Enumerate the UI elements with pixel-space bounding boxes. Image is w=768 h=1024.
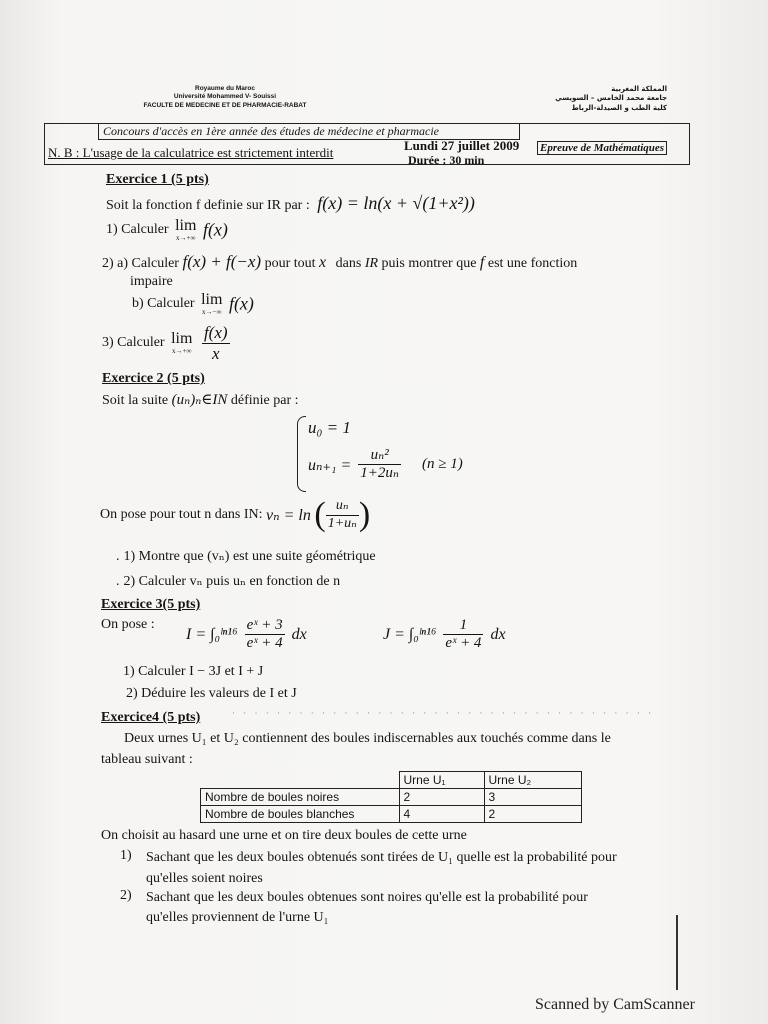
table-cell-label: Nombre de boules blanches <box>201 806 400 823</box>
fraction-denominator: eˣ + 4 <box>246 635 283 652</box>
exercise-3-title: Exercice 3(5 pts) <box>101 597 201 612</box>
integral-J <box>383 617 506 661</box>
limit-plus-infinity <box>171 331 192 355</box>
exercise-4-q1-line1: Sachant que les deux boules obtenués sont tirées de U₁ quelle est la probabilité pour <box>146 850 617 865</box>
exercise-2-intro <box>102 390 299 409</box>
fraction-denominator: 1+uₙ <box>327 515 357 531</box>
header-arabic-line3: كلية الطب و الصيدلة-الرباط <box>571 103 667 112</box>
recurrence-condition: (n ≥ 1) <box>422 456 463 473</box>
integral-I-left: I = ∫₀ˡⁿ¹⁶ <box>186 625 238 643</box>
fraction-numerator: eˣ + 3 <box>245 617 285 635</box>
table-cell-value: 3 <box>484 789 581 806</box>
exercise-1-question-2a <box>102 252 577 272</box>
table-cell-value: 2 <box>399 789 484 806</box>
ex2-q1-text: 1) Montre que (vₙ) est une suite géométrique <box>123 549 376 564</box>
fraction-numerator: 1 <box>443 617 483 635</box>
contest-title: Concours d'accès en 1ère année des études de médecine et pharmacie <box>103 124 440 138</box>
q1-label: 1) Calculer <box>106 222 169 237</box>
bullet-dot: . <box>116 574 120 589</box>
q2b-expression: f(x) <box>228 293 254 314</box>
exercise-1-question-1 <box>106 218 228 244</box>
header-country: Royaume du Maroc <box>195 85 255 92</box>
header-faculty: FACULTE DE MEDECINE ET DE PHARMACIE-RABAT <box>143 101 307 109</box>
lim-sub: x→+∞ <box>176 234 196 242</box>
system-brace <box>297 416 306 492</box>
q3-fraction <box>202 323 230 363</box>
q2a-in: dans <box>335 256 362 271</box>
header-arabic-line2: جامعة محمد الخامس – السويسي <box>555 94 667 103</box>
integral-dx: dx <box>291 625 307 643</box>
exercise-4-q2-line2: qu'elles proviennent de l'urne U₁ <box>146 910 329 925</box>
q2a-end: est une fonction <box>487 256 578 271</box>
exercise-1-impaire: impaire <box>130 274 173 289</box>
vn-paren-left: ( <box>314 496 326 533</box>
q2a-mid: pour tout <box>264 256 316 271</box>
header-university: Université Mohammed V- Souissi <box>173 93 277 101</box>
table-cell-label: Nombre de boules noires <box>201 789 400 806</box>
vn-paren-right: ) <box>358 496 371 533</box>
exercise-2-question-1 <box>116 548 376 565</box>
integral-J-fraction <box>443 617 483 653</box>
integral-dx: dx <box>490 625 506 643</box>
bullet-dot: . <box>116 549 120 564</box>
margin-pen-line <box>676 915 678 990</box>
exercise-4-q1-line2: qu'elles soient noires <box>146 871 263 886</box>
ex2-q2-text: 2) Calculer vₙ puis uₙ en fonction de n <box>123 574 341 589</box>
exam-subject: Epreuve de Mathématiques <box>537 141 667 155</box>
integral-J-left: J = ∫₀ˡⁿ¹⁶ <box>383 625 437 643</box>
table-row <box>201 806 582 823</box>
initial-term: u₀ = 1 <box>308 418 351 437</box>
exercise-4-choose: On choisit au hasard une urne et on tire deux boules de cette urne <box>101 828 467 843</box>
pose-label: On pose : <box>101 617 155 632</box>
scan-dots: · · · · · · · · · · · · · · · · · · · · · · · · · · · · · · · · · · · · · · <box>232 708 655 718</box>
limit-plus-infinity <box>175 218 196 242</box>
exercise-3-question-2: 2) Déduire les valeurs de I et J <box>126 686 297 701</box>
calculator-note: N. B : L'usage de la calculatrice est strictement interdit <box>48 145 334 160</box>
exam-duration: Durée : 30 min <box>408 153 485 167</box>
table-header-row <box>201 772 582 789</box>
camscanner-watermark: Scanned by CamScanner <box>535 996 695 1013</box>
recurrence-left: uₙ₊₁ = <box>308 456 352 474</box>
vn-left: vₙ = ln <box>266 507 311 524</box>
exercise-4-title: Exercice4 (5 pts) <box>101 710 201 725</box>
sequence-notation: (uₙ)ₙ∈IN <box>171 392 228 408</box>
exercise-1-title: Exercice 1 (5 pts) <box>106 172 209 187</box>
limit-minus-infinity <box>201 292 222 316</box>
pose-text: On pose pour tout n dans IN: <box>100 507 263 522</box>
function-definition: f(x) = ln(x + √(1+x²)) <box>317 193 475 213</box>
header-left-institution <box>120 85 330 110</box>
fraction-denominator: x <box>211 343 220 363</box>
fraction-numerator: uₙ <box>326 498 359 515</box>
fraction-denominator: 1+2uₙ <box>360 465 399 482</box>
q1-expression: f(x) <box>202 219 228 240</box>
ex2-intro-a: Soit la suite <box>102 393 169 408</box>
table-row <box>201 789 582 806</box>
lim-word: lim <box>175 217 197 234</box>
recurrence-fraction <box>358 447 401 483</box>
exercise-2-pose <box>100 496 370 540</box>
header-right-arabic <box>555 85 667 113</box>
header-arabic-line1: المملكة المغربية <box>611 85 667 93</box>
exercise-4-intro-line2: tableau suivant : <box>101 752 193 767</box>
integral-I <box>186 617 307 661</box>
q2a-f: f <box>479 254 485 271</box>
q2a-suffix: puis montrer que <box>381 256 477 271</box>
vn-fraction <box>326 498 359 531</box>
urn-table <box>200 771 582 823</box>
exercise-3-integrals <box>101 617 155 661</box>
exercise-1-intro-text: Soit la fonction f definie sur IR par : <box>106 198 310 213</box>
exercise-4-q1-number: 1) <box>120 848 132 863</box>
fraction-denominator: eˣ + 4 <box>445 635 482 652</box>
exercise-2-title: Exercice 2 (5 pts) <box>102 371 205 386</box>
integral-I-fraction <box>245 617 285 653</box>
q2a-var: x <box>319 254 327 271</box>
lim-word: lim <box>201 291 223 308</box>
exercise-4-q2-number: 2) <box>120 888 132 903</box>
recurrence-relation <box>308 447 463 487</box>
exam-date: Lundi 27 juillet 2009 <box>404 138 520 153</box>
exercise-1-question-3 <box>102 323 233 367</box>
fraction-numerator: uₙ² <box>358 447 401 465</box>
q2a-expression: f(x) + f(−x) <box>182 252 262 271</box>
q3-label: 3) Calculer <box>102 335 165 351</box>
lim-word: lim <box>171 330 193 348</box>
lim-sub: x→+∞ <box>172 347 192 356</box>
lim-sub: x→−∞ <box>202 308 222 316</box>
exercise-1-question-2b <box>132 292 254 318</box>
fraction-numerator: f(x) <box>203 323 228 342</box>
table-header-empty <box>201 772 400 789</box>
q2a-set: IR <box>364 256 379 271</box>
table-header-urn1: Urne U₁ <box>399 772 484 789</box>
q2b-label: b) Calculer <box>132 296 195 311</box>
ex2-intro-b: définie par : <box>230 393 299 408</box>
exercise-1-intro <box>106 193 475 214</box>
table-cell-value: 4 <box>399 806 484 823</box>
exercise-2-question-2 <box>116 573 340 590</box>
q2a-label: 2) a) Calculer <box>102 256 179 271</box>
table-header-urn2: Urne U₂ <box>484 772 581 789</box>
table-cell-value: 2 <box>484 806 581 823</box>
exercise-4-q2-line1: Sachant que les deux boules obtenues sont noires qu'elle est la probabilité pour <box>146 890 588 905</box>
exercise-3-question-1: 1) Calculer I − 3J et I + J <box>123 664 264 679</box>
exercise-4-intro-line1: Deux urnes U₁ et U₂ contiennent des boules indiscernables aux touchés comme dans le <box>124 731 611 746</box>
